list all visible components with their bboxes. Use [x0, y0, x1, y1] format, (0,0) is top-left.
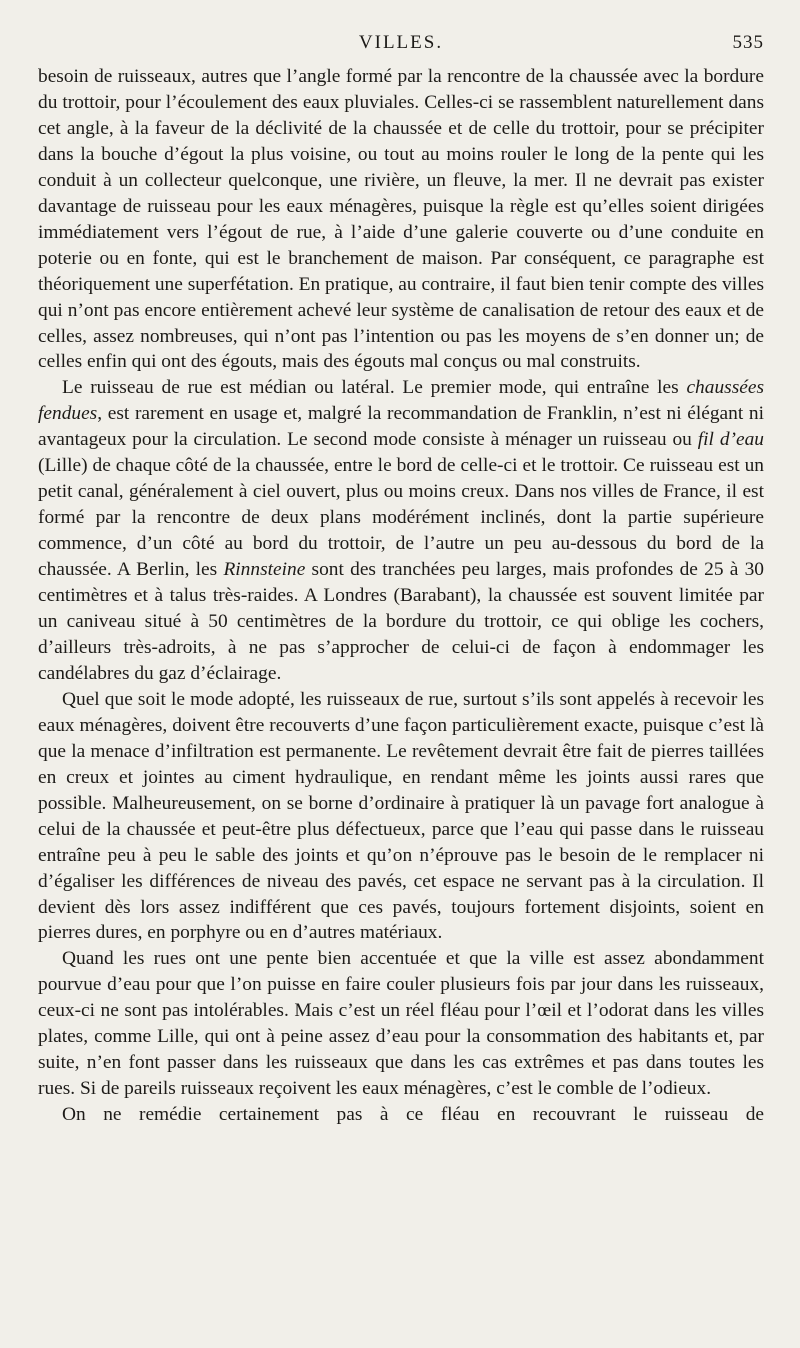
text-run: , est rarement en usage et, malgré la recommandation de Franklin, n’est ni élégant ni avantageux pour la circulation. Le second mode consiste à ménager un ruisseau ou — [38, 403, 764, 451]
italic-term: fil d’eau — [697, 429, 764, 451]
italic-term: Rinnsteine — [223, 559, 306, 581]
body-text — [38, 64, 764, 1128]
text-run: (Lille) de chaque côté de la chaussée, entre le bord de celle-ci et le trottoir. Ce ruisseau est un petit canal, généralement à ciel ouvert, plus ou moins creux. Dans nos villes de France, il est formé par la rencontre de deux plans modérément inclinés, dont la partie supérieure commence, d’un côté au bord du trottoir, de l’autre un peu au-dessous du bord de la chaussée. A Berlin, les — [38, 455, 764, 581]
text-run: sont des tranchées peu larges, mais profondes de 25 à 30 centimètres et à talus très-raides. A Londres (Barabant), la chaussée est souvent limitée par un caniveau situé à 50 centimètres de la bordure du trottoir, ce qui oblige les cochers, d’ailleurs très-adroits, à ne pas s’approcher de celui-ci de façon à endommager les candélabres du gaz d’éclairage. — [38, 559, 764, 684]
page-number: 535 — [732, 32, 764, 53]
paragraph: besoin de ruisseaux, autres que l’angle formé par la rencontre de la chaussée avec la bordure du trottoir, pour l’écoulement des eaux pluviales. Celles-ci se rassemblent naturellement dans cet angle, à la faveur de la déclivité de la chaussée et de celle du trottoir, pour se précipiter dans la bouche d’égout la plus voisine, ou tout au moins rouler le long de la pente qui les conduit à un collecteur quelconque, une rivière, un fleuve, la mer. Il ne devrait pas exister davantage de ruisseau pour les eaux ménagères, puisque la règle est qu’elles soient dirigées immédiatement vers l’égout de rue, à l’aide d’une galerie couverte ou d’une conduite en poterie ou en fonte, qui est le branchement de maison. Par conséquent, ce paragraphe est théoriquement une superfétation. En pratique, au contraire, il faut bien tenir compte des villes qui n’ont pas encore entièrement achevé leur système de canalisation de retour des eaux et de celles, assez nombreuses, qui n’ont pas l’intention ou pas les moyens de s’en donner un; de celles enfin qui ont des égouts, mais des égouts mal conçus ou mal construits. — [38, 66, 764, 373]
paragraph: Quel que soit le mode adopté, les ruisseaux de rue, surtout s’ils sont appelés à recevoir les eaux ménagères, doivent être recouverts d’une façon particulièrement exacte, puisque c’est là que la menace d’infiltration est permanente. Le revêtement devrait être fait de pierres taillées en creux et jointes au ciment hydraulique, en rendant même les joints aussi rares que possible. Malheureusement, on se borne d’ordinaire à pratiquer là un pavage fort analogue à celui de la chaussée et peut-être plus défectueux, parce que l’eau qui passe dans le ruisseau entraîne peu à peu le sable des joints et qu’on n’éprouve pas le besoin de le remplacer ni d’égaliser les différences de niveau des pavés, cet espace ne servant pas à la circulation. Il devient dès lors assez indifférent que ces pavés, toujours fortement disjoints, soient en pierres dures, en porphyre ou en d’autres matériaux. — [38, 688, 764, 944]
italic-term: chaussées fendues — [38, 377, 764, 425]
paragraph — [38, 375, 764, 686]
running-title: VILLES. — [358, 32, 444, 53]
running-header — [38, 30, 764, 58]
text-run: Le ruisseau de rue est médian ou latéral. Le premier mode, qui entraîne les — [62, 377, 687, 399]
paragraph: On ne remédie certainement pas à ce fléau en recouvrant le ruisseau de — [62, 1104, 764, 1126]
paragraph: Quand les rues ont une pente bien accentuée et que la ville est assez abondamment pourvue d’eau pour que l’on puisse en faire couler plusieurs fois par jour dans les ruisseaux, ceux-ci ne sont pas intolérables. Mais c’est un réel fléau pour l’œil et l’odorat dans les villes plates, comme Lille, qui ont à peine assez d’eau pour la consommation des habitants et, par suite, n’en font passer dans les ruisseaux que dans les cas extrêmes et pas dans toutes les rues. Si de pareils ruisseaux reçoivent les eaux ménagères, c’est le comble de l’odieux. — [38, 948, 764, 1100]
